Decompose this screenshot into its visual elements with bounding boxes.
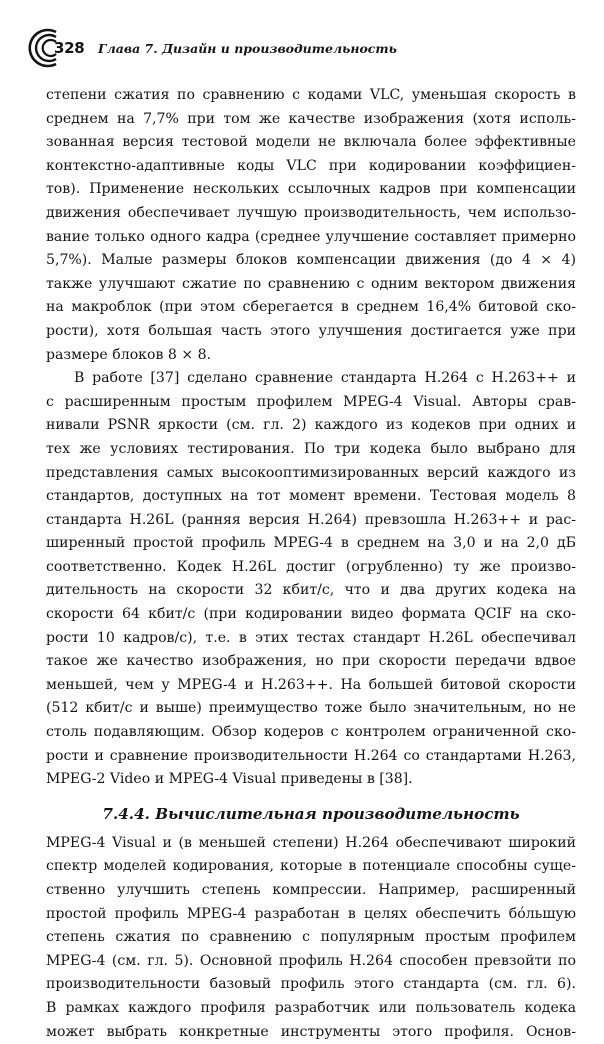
text-line: MPEG-4 (см. гл. 5). Основной профиль H.264 способен превзойти по [46, 952, 576, 969]
text-line: дительность на скорости 32 кбит/с, что и два других кодека на [46, 582, 576, 599]
text-line: представления самых высокооптимизированных версий каждого из [46, 464, 576, 481]
text-line: меньшей, чем у MPEG-4 и H.263++. На большей битовой скорости [46, 676, 576, 693]
text-line: степени сжатия по сравнению с кодами VLC, уменьшая скорость в [46, 87, 576, 103]
text-line: В работе [37] сделано сравнение стандарта H.264 с H.263++ и [74, 370, 576, 387]
text-line: зованная версия тестовой модели не включала более эффективные [46, 134, 576, 151]
text-line: производительности базовый профиль этого стандарта (см. гл. 6). [46, 976, 576, 993]
text-line: ширенный простой профиль MPEG-4 в среднем на 3,0 и на 2,0 дБ [46, 535, 576, 552]
text-line: на макроблок (при этом сберегается в среднем 16,4% битовой ско- [46, 299, 576, 316]
text-line: В рамках каждого профиля разработчик или пользователь кодека [46, 999, 576, 1016]
running-head: Глава 7. Дизайн и производительность [98, 41, 397, 56]
text-line: соответственно. Кодек H.26L достиг (огрубленно) ту же произво- [46, 558, 576, 575]
text-line: MPEG-4 Visual и (в меньшей степени) H.264 обеспечивают широкий [46, 834, 576, 851]
text-line: движения обеспечивает лучшую производительность, чем использо- [46, 204, 576, 221]
text-line: стандарта H.26L (ранняя версия H.264) превзошла H.263++ и рас- [46, 511, 576, 528]
text-line: тов). Применение нескольких ссылочных кадров при компенсации [46, 181, 576, 198]
text-line: такое же качество изображения, но при скорости передачи вдвое [46, 653, 576, 670]
paragraph-1 [46, 84, 576, 367]
text-line: (512 кбит/с и выше) преимущество тоже было значительным, но не [46, 700, 576, 717]
text-line: может выбрать конкретные инструменты этого профиля. Основ- [46, 1023, 576, 1040]
text-line: ственно улучшить степень компрессии. Например, расширенный [46, 882, 576, 898]
text-line: вание только одного кадра (среднее улучшение составляет примерно [46, 228, 576, 245]
page-number: 328 [54, 39, 85, 57]
text-line: нивали PSNR яркости (см. гл. 2) каждого из кодеков при одних и [46, 417, 576, 434]
text-line: стандартов, доступных на тот момент времени. Тестовая модель 8 [46, 488, 576, 505]
section-heading: 7.4.4. Вычислительная производительность [102, 804, 520, 823]
text-line: среднем на 7,7% при том же качестве изображения (хотя исполь- [46, 110, 576, 127]
text-line: MPEG-2 Video и MPEG-4 Visual приведены в [38]. [46, 771, 413, 788]
text-line: скорости 64 кбит/с (при кодировании видео формата QCIF на ско- [46, 606, 576, 623]
text-line: размере блоков 8 × 8. [46, 346, 212, 363]
text-line: контекстно-адаптивные коды VLC при кодировании коэффициен- [46, 157, 576, 174]
text-line: рости 10 кадров/с), т.е. в этих тестах стандарт H.26L обеспечивал [46, 629, 576, 646]
text-line: тех же условиях тестирования. По три кодека было выбрано для [46, 440, 576, 457]
text-line: столь подавляющим. Обзор кодеров с контролем ограниченной ско- [46, 724, 576, 741]
paragraph-3 [46, 832, 576, 1044]
paragraph-2 [46, 367, 576, 792]
text-line: рости), хотя большая часть этого улучшения достигается уже при [46, 322, 576, 339]
page-body [46, 84, 576, 1044]
text-line: также улучшают сжатие по сравнению с одним вектором движения [46, 275, 576, 292]
text-line: степень сжатия по сравнению с популярным простым профилем [46, 929, 576, 946]
text-line: с расширенным простым профилем MPEG-4 Visual. Авторы срав- [46, 393, 576, 410]
text-line: рости и сравнение производительности H.264 со стандартами H.263, [46, 747, 576, 764]
text-line: простой профиль MPEG-4 разработан в целях обеспечить бóльшую [46, 905, 576, 922]
text-line: спектр моделей кодирования, которые в потенциале способны суще- [46, 858, 576, 875]
text-line: 5,7%). Малые размеры блоков компенсации движения (до 4 × 4) [46, 252, 576, 269]
